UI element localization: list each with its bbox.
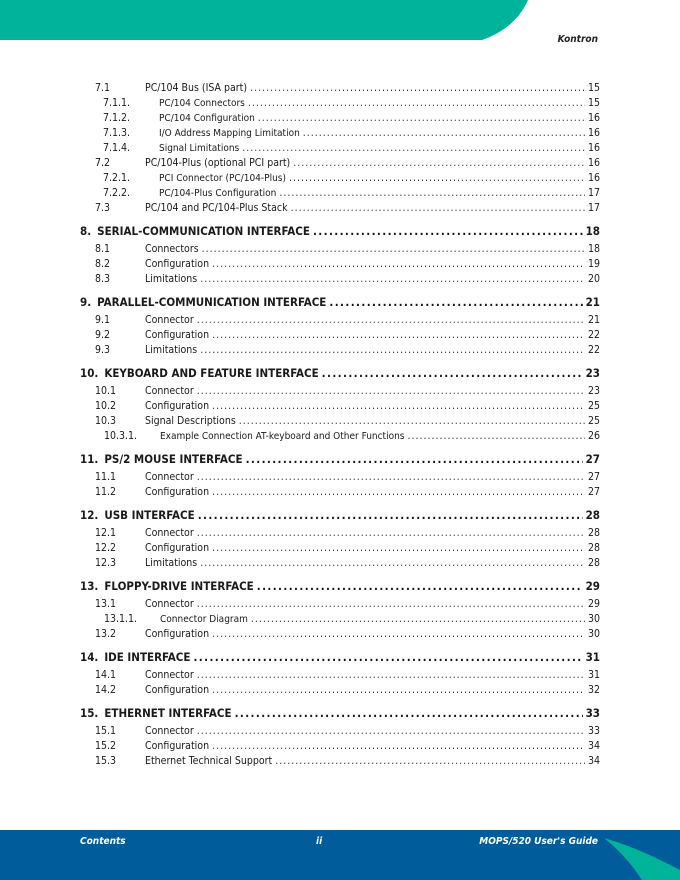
toc-entry-number: 7.2.2. bbox=[103, 187, 131, 199]
toc-entry-number: 7.1.2. bbox=[103, 112, 131, 124]
toc-entry-number: 7.1.1. bbox=[103, 97, 131, 109]
toc-entry[interactable] bbox=[80, 507, 600, 523]
toc-entry-page: 25 bbox=[587, 400, 600, 412]
toc-leader-dots bbox=[242, 141, 585, 156]
toc-entry-title: ETHERNET INTERFACE bbox=[104, 706, 232, 720]
toc-entry-title: Connector bbox=[145, 471, 194, 483]
toc-leader-dots bbox=[248, 96, 585, 111]
toc-entry[interactable] bbox=[80, 313, 600, 328]
toc-entry-title: Signal Descriptions bbox=[145, 415, 236, 427]
toc-entry-title: Connector Diagram bbox=[160, 614, 248, 625]
toc-entry[interactable] bbox=[80, 257, 600, 272]
toc-entry[interactable] bbox=[80, 556, 600, 571]
toc-entry-number: 15.1 bbox=[95, 725, 117, 737]
toc-entry-number: 11. bbox=[80, 452, 99, 466]
toc-entry-title: USB INTERFACE bbox=[104, 508, 195, 522]
toc-entry-page: 16 bbox=[587, 142, 600, 154]
toc-entry-title: Connector bbox=[145, 725, 194, 737]
toc-entry-title: PCI Connector (PC/104-Plus) bbox=[159, 173, 286, 184]
toc-leader-dots bbox=[293, 156, 585, 171]
toc-entry[interactable] bbox=[80, 81, 600, 96]
toc-entry[interactable] bbox=[80, 627, 600, 642]
toc-entry-number: 12.2 bbox=[95, 542, 117, 554]
toc-leader-dots bbox=[212, 627, 585, 642]
toc-entry[interactable] bbox=[80, 294, 600, 310]
toc-entry[interactable] bbox=[80, 272, 600, 287]
toc-leader-dots bbox=[197, 470, 585, 485]
toc-entry-page: 23 bbox=[587, 385, 600, 397]
toc-leader-dots bbox=[198, 507, 583, 523]
toc-entry-number: 12.1 bbox=[95, 527, 117, 539]
toc-entry[interactable] bbox=[80, 724, 600, 739]
toc-entry-page: 33 bbox=[587, 725, 600, 737]
toc-entry[interactable] bbox=[80, 578, 600, 594]
toc-entry-title: Configuration bbox=[145, 329, 210, 341]
toc-entry-title: Configuration bbox=[145, 684, 210, 696]
toc-entry[interactable] bbox=[80, 485, 600, 500]
toc-entry-number: 9.3 bbox=[95, 344, 111, 356]
toc-entry-page: 17 bbox=[587, 202, 600, 214]
toc-entry-number: 13.1 bbox=[95, 598, 117, 610]
toc-entry[interactable] bbox=[80, 156, 600, 171]
toc-entry-number: 13.1.1. bbox=[104, 613, 138, 625]
toc-leader-dots bbox=[212, 257, 585, 272]
toc-entry-page: 28 bbox=[585, 508, 600, 522]
toc-entry-number: 9.1 bbox=[95, 314, 111, 326]
toc-entry[interactable] bbox=[80, 384, 600, 399]
toc-leader-dots bbox=[258, 111, 585, 126]
toc-entry-title: Connector bbox=[145, 527, 194, 539]
toc-entry-page: 19 bbox=[587, 258, 600, 270]
toc-entry-number: 7.1.4. bbox=[103, 142, 131, 154]
toc-entry-page: 18 bbox=[587, 243, 600, 255]
toc-entry-page: 27 bbox=[585, 452, 600, 466]
toc-entry[interactable] bbox=[80, 242, 600, 257]
toc-entry-number: 14.2 bbox=[95, 684, 117, 696]
toc-entry-page: 28 bbox=[587, 542, 600, 554]
toc-leader-dots bbox=[279, 186, 585, 201]
toc-leader-dots bbox=[200, 343, 585, 358]
toc-entry-page: 34 bbox=[587, 755, 600, 767]
toc-leader-dots bbox=[313, 223, 583, 239]
toc-leader-dots bbox=[212, 683, 585, 698]
toc-entry-title: Ethernet Technical Support bbox=[145, 755, 273, 767]
toc-entry-page: 28 bbox=[587, 557, 600, 569]
toc-entry-page: 16 bbox=[587, 112, 600, 124]
toc-entry[interactable] bbox=[80, 754, 600, 769]
toc-entry-title: Connector bbox=[145, 314, 194, 326]
toc-entry-title: PC/104-Plus (optional PCI part) bbox=[145, 157, 291, 169]
toc-entry-number: 15.2 bbox=[95, 740, 117, 752]
toc-leader-dots bbox=[212, 328, 585, 343]
toc-entry-page: 22 bbox=[587, 344, 600, 356]
toc-entry-page: 20 bbox=[587, 273, 600, 285]
toc-entry-number: 9. bbox=[80, 295, 92, 309]
toc-entry-title: Connector bbox=[145, 598, 194, 610]
toc-entry-number: 11.2 bbox=[95, 486, 117, 498]
header-teal-shape bbox=[0, 0, 528, 40]
footer-page-number: ii bbox=[316, 836, 323, 847]
toc-entry[interactable] bbox=[80, 365, 600, 381]
toc-entry-title: Configuration bbox=[145, 486, 210, 498]
toc-leader-dots bbox=[212, 739, 585, 754]
toc-entry-number: 7.1 bbox=[95, 82, 111, 94]
toc-entry-page: 29 bbox=[585, 579, 600, 593]
toc-entry[interactable] bbox=[80, 739, 600, 754]
toc-leader-dots bbox=[329, 294, 582, 310]
toc-entry-title: Configuration bbox=[145, 628, 210, 640]
toc-leader-dots bbox=[197, 724, 585, 739]
toc-entry[interactable] bbox=[80, 668, 600, 683]
toc-entry-number: 7.3 bbox=[95, 202, 111, 214]
toc-entry-title: SERIAL-COMMUNICATION INTERFACE bbox=[97, 224, 310, 238]
toc-entry-title: Configuration bbox=[145, 740, 210, 752]
toc-entry[interactable] bbox=[80, 186, 600, 201]
toc-entry-number: 7.2.1. bbox=[103, 172, 131, 184]
toc-entry-number: 12.3 bbox=[95, 557, 117, 569]
toc-leader-dots bbox=[197, 668, 585, 683]
toc-entry-page: 34 bbox=[587, 740, 600, 752]
toc-leader-dots bbox=[239, 414, 585, 429]
toc-entry-number: 13. bbox=[80, 579, 99, 593]
toc-entry[interactable] bbox=[80, 111, 600, 126]
toc-entry-number: 8.3 bbox=[95, 273, 111, 285]
toc-entry-title: Limitations bbox=[145, 557, 198, 569]
toc-entry-number: 15. bbox=[80, 706, 99, 720]
toc-leader-dots bbox=[407, 429, 585, 444]
toc-entry[interactable] bbox=[80, 141, 600, 156]
toc-leader-dots bbox=[251, 612, 585, 627]
toc-entry[interactable] bbox=[80, 399, 600, 414]
toc-leader-dots bbox=[303, 126, 585, 141]
toc-entry-number: 7.2 bbox=[95, 157, 111, 169]
toc-entry-title: PC/104 Configuration bbox=[159, 113, 255, 124]
toc-entry-page: 16 bbox=[587, 172, 600, 184]
toc-entry[interactable] bbox=[80, 705, 600, 721]
toc-entry[interactable] bbox=[80, 201, 600, 216]
toc-entry-number: 10. bbox=[80, 366, 99, 380]
toc-entry-page: 32 bbox=[587, 684, 600, 696]
toc-entry-page: 30 bbox=[587, 613, 600, 625]
toc-entry-number: 12. bbox=[80, 508, 99, 522]
toc-entry[interactable] bbox=[80, 649, 600, 665]
toc-entry[interactable] bbox=[80, 223, 600, 239]
toc-leader-dots bbox=[197, 313, 585, 328]
toc-entry[interactable] bbox=[80, 96, 600, 111]
toc-entry-title: FLOPPY-DRIVE INTERFACE bbox=[104, 579, 254, 593]
toc-entry-page: 21 bbox=[585, 295, 600, 309]
toc-entry-number: 10.1 bbox=[95, 385, 117, 397]
toc-leader-dots bbox=[275, 754, 585, 769]
toc-leader-dots bbox=[193, 649, 582, 665]
toc-entry-title: Connector bbox=[145, 669, 194, 681]
toc-entry-title: Limitations bbox=[145, 344, 198, 356]
toc-leader-dots bbox=[246, 451, 583, 467]
toc-entry-title: PS/2 MOUSE INTERFACE bbox=[104, 452, 243, 466]
toc-entry-title: Example Connection AT-keyboard and Other Functions bbox=[160, 431, 405, 442]
toc-entry-title: Connectors bbox=[145, 243, 199, 255]
toc-entry[interactable] bbox=[80, 683, 600, 698]
toc-entry-number: 8.2 bbox=[95, 258, 111, 270]
toc-entry-title: Limitations bbox=[145, 273, 198, 285]
toc-entry[interactable] bbox=[80, 343, 600, 358]
toc-entry[interactable] bbox=[80, 612, 600, 627]
toc-leader-dots bbox=[212, 541, 585, 556]
toc-entry-page: 17 bbox=[587, 187, 600, 199]
toc-entry-title: Configuration bbox=[145, 400, 210, 412]
toc-entry-number: 8. bbox=[80, 224, 92, 238]
toc-entry-page: 27 bbox=[587, 471, 600, 483]
toc-entry-number: 9.2 bbox=[95, 329, 111, 341]
toc-entry-number: 14. bbox=[80, 650, 99, 664]
toc-entry[interactable] bbox=[80, 470, 600, 485]
toc-entry-page: 29 bbox=[587, 598, 600, 610]
toc-entry-page: 31 bbox=[587, 669, 600, 681]
toc-leader-dots bbox=[212, 485, 585, 500]
toc-entry-title: IDE INTERFACE bbox=[104, 650, 191, 664]
toc-entry-page: 15 bbox=[587, 82, 600, 94]
toc-entry-page: 27 bbox=[587, 486, 600, 498]
toc-entry[interactable] bbox=[80, 597, 600, 612]
toc-entry[interactable] bbox=[80, 171, 600, 186]
toc-entry[interactable] bbox=[80, 126, 600, 141]
toc-leader-dots bbox=[200, 272, 585, 287]
toc-entry-number: 10.3 bbox=[95, 415, 117, 427]
toc-leader-dots bbox=[212, 399, 585, 414]
toc-entry-number: 14.1 bbox=[95, 669, 117, 681]
toc-entry-page: 33 bbox=[585, 706, 600, 720]
toc-entry-page: 21 bbox=[587, 314, 600, 326]
toc-entry-page: 16 bbox=[587, 157, 600, 169]
toc-leader-dots bbox=[289, 171, 585, 186]
toc-leader-dots bbox=[202, 242, 585, 257]
toc-entry[interactable] bbox=[80, 414, 600, 429]
toc-entry-number: 10.2 bbox=[95, 400, 117, 412]
toc-leader-dots bbox=[322, 365, 583, 381]
footer-doc-title: MOPS/520 User's Guide bbox=[479, 836, 598, 847]
toc-entry-page: 31 bbox=[585, 650, 600, 664]
table-of-contents bbox=[80, 81, 600, 769]
toc-entry-title: PC/104 Bus (ISA part) bbox=[145, 82, 248, 94]
toc-entry[interactable] bbox=[80, 526, 600, 541]
toc-entry-title: I/O Address Mapping Limitation bbox=[159, 128, 300, 139]
toc-entry-page: 18 bbox=[585, 224, 600, 238]
toc-entry-page: 15 bbox=[587, 97, 600, 109]
toc-entry[interactable] bbox=[80, 328, 600, 343]
toc-entry-title: Configuration bbox=[145, 542, 210, 554]
toc-leader-dots bbox=[197, 384, 585, 399]
toc-entry-number: 13.2 bbox=[95, 628, 117, 640]
toc-entry[interactable] bbox=[80, 541, 600, 556]
toc-entry-title: KEYBOARD AND FEATURE INTERFACE bbox=[104, 366, 319, 380]
toc-entry[interactable] bbox=[80, 429, 600, 444]
toc-leader-dots bbox=[200, 556, 585, 571]
toc-entry-title: Connector bbox=[145, 385, 194, 397]
toc-leader-dots bbox=[197, 597, 585, 612]
toc-entry-title: PC/104 Connectors bbox=[159, 98, 245, 109]
toc-leader-dots bbox=[257, 578, 583, 594]
toc-leader-dots bbox=[291, 201, 585, 216]
toc-entry-number: 15.3 bbox=[95, 755, 117, 767]
toc-entry-page: 26 bbox=[587, 430, 600, 442]
toc-entry-title: Configuration bbox=[145, 258, 210, 270]
toc-entry[interactable] bbox=[80, 451, 600, 467]
toc-entry-page: 30 bbox=[587, 628, 600, 640]
header-brand: Kontron bbox=[557, 34, 598, 45]
toc-entry-page: 25 bbox=[587, 415, 600, 427]
toc-entry-title: Signal Limitations bbox=[159, 143, 240, 154]
toc-entry-page: 28 bbox=[587, 527, 600, 539]
toc-entry-page: 23 bbox=[585, 366, 600, 380]
toc-entry-number: 7.1.3. bbox=[103, 127, 131, 139]
toc-entry-number: 11.1 bbox=[95, 471, 117, 483]
toc-leader-dots bbox=[250, 81, 585, 96]
toc-entry-page: 22 bbox=[587, 329, 600, 341]
toc-entry-title: PC/104-Plus Configuration bbox=[159, 188, 277, 199]
toc-leader-dots bbox=[235, 705, 583, 721]
toc-entry-page: 16 bbox=[587, 127, 600, 139]
toc-entry-title: PARALLEL-COMMUNICATION INTERFACE bbox=[97, 295, 327, 309]
toc-entry-title: PC/104 and PC/104-Plus Stack bbox=[145, 202, 288, 214]
toc-leader-dots bbox=[197, 526, 585, 541]
footer-section: Contents bbox=[80, 836, 126, 847]
toc-entry-number: 10.3.1. bbox=[104, 430, 138, 442]
toc-entry-number: 8.1 bbox=[95, 243, 111, 255]
